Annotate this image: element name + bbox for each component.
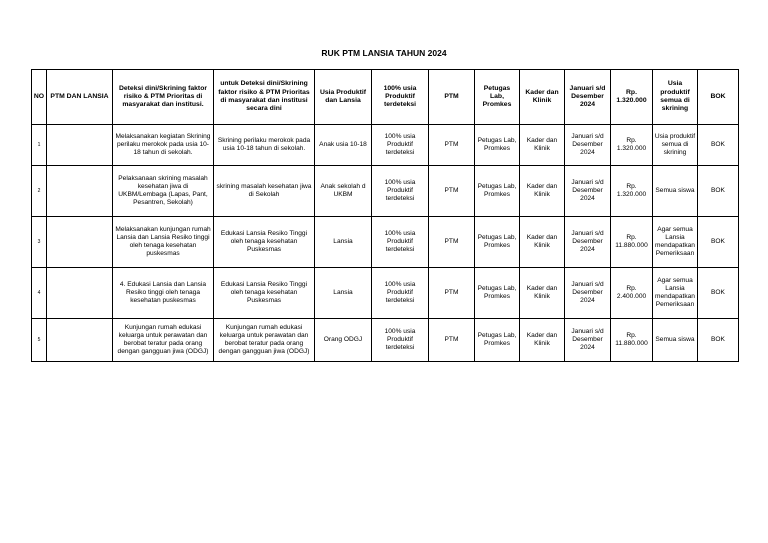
cell-kader: Kader dan Klinik [520, 268, 565, 319]
cell-no: 3 [32, 217, 47, 268]
cell-kegiatan: Melaksanakan kunjungan rumah Lansia dan Lansia Resiko tinggi oleh tenaga kesehatan puskesmas [113, 217, 214, 268]
cell-target: 100% usia Produktif terdeteksi [372, 217, 429, 268]
cell-target: 100% usia Produktif terdeteksi [372, 319, 429, 362]
cell-kegiatan: Pelaksanaan skrining masalah kesehatan jiwa di UKBM/Lembaga (Lapas, Pant, Pesantren, Sekolah) [113, 166, 214, 217]
cell-sasaran: Semua siswa [653, 166, 698, 217]
cell-biaya: Rp. 2.400.000 [611, 268, 653, 319]
cell-uraian: Edukasi Lansia Resiko Tinggi oleh tenaga kesehatan Puskesmas [214, 268, 315, 319]
cell-sasaran: Usia produktif semua di skrining [653, 125, 698, 166]
cell-biaya: Rp. 11.880.000 [611, 319, 653, 362]
cell-jadwal: Januari s/d Desember 2024 [565, 125, 611, 166]
cell-ptm: PTM [429, 268, 475, 319]
cell-sumber: BOK [698, 319, 739, 362]
header-biaya: Rp. 1.320.000 [611, 70, 653, 125]
cell-ptm: PTM [429, 125, 475, 166]
cell-ptm-lansia [47, 166, 113, 217]
cell-kader: Kader dan Klinik [520, 125, 565, 166]
header-no: NO [32, 70, 47, 125]
cell-no: 1 [32, 125, 47, 166]
header-jadwal: Januari s/d Desember 2024 [565, 70, 611, 125]
cell-petugas: Petugas Lab, Promkes [475, 268, 520, 319]
header-usia-produktif: Usia Produktif dan Lansia [315, 70, 372, 125]
header-persen: 100% usia Produktif terdeteksi [372, 70, 429, 125]
cell-petugas: Petugas Lab, Promkes [475, 319, 520, 362]
cell-jadwal: Januari s/d Desember 2024 [565, 319, 611, 362]
cell-usia: Lansia [315, 217, 372, 268]
cell-petugas: Petugas Lab, Promkes [475, 217, 520, 268]
cell-ptm-lansia [47, 268, 113, 319]
cell-kader: Kader dan Klinik [520, 166, 565, 217]
table-row [32, 166, 739, 217]
table-row [32, 125, 739, 166]
cell-ptm: PTM [429, 217, 475, 268]
cell-jadwal: Januari s/d Desember 2024 [565, 166, 611, 217]
cell-target: 100% usia Produktif terdeteksi [372, 268, 429, 319]
cell-usia: Orang ODGJ [315, 319, 372, 362]
header-row [32, 70, 739, 125]
cell-usia: Anak usia 10-18 [315, 125, 372, 166]
cell-sasaran: Agar semua Lansia mendapatkan Pemeriksaan [653, 268, 698, 319]
cell-sumber: BOK [698, 268, 739, 319]
cell-biaya: Rp. 1.320.000 [611, 125, 653, 166]
cell-ptm: PTM [429, 319, 475, 362]
cell-biaya: Rp. 1.320.000 [611, 166, 653, 217]
header-petugas: Petugas Lab, Promkes [475, 70, 520, 125]
cell-kegiatan: Melaksanakan kegiatan Skrining perilaku merokok pada usia 10-18 tahun di sekolah. [113, 125, 214, 166]
cell-ptm-lansia [47, 217, 113, 268]
cell-no: 4 [32, 268, 47, 319]
cell-kegiatan: Kunjungan rumah edukasi keluarga untuk perawatan dan berobat teratur pada orang dengan gangguan jiwa (ODGJ) [113, 319, 214, 362]
page-title: RUK PTM LANSIA TAHUN 2024 [321, 48, 447, 58]
cell-ptm-lansia [47, 319, 113, 362]
cell-uraian: Skrining perilaku merokok pada usia 10-18 tahun di sekolah. [214, 125, 315, 166]
header-sumber: BOK [698, 70, 739, 125]
cell-target: 100% usia Produktif terdeteksi [372, 166, 429, 217]
cell-jadwal: Januari s/d Desember 2024 [565, 268, 611, 319]
cell-sasaran: Semua siswa [653, 319, 698, 362]
cell-jadwal: Januari s/d Desember 2024 [565, 217, 611, 268]
cell-target: 100% usia Produktif terdeteksi [372, 125, 429, 166]
cell-petugas: Petugas Lab, Promkes [475, 125, 520, 166]
cell-ptm: PTM [429, 166, 475, 217]
header-ptm: PTM [429, 70, 475, 125]
header-sasaran: Usia produktif semua di skrining [653, 70, 698, 125]
table-row [32, 268, 739, 319]
cell-uraian: skrining masalah kesehatan jiwa di Sekolah [214, 166, 315, 217]
cell-sumber: BOK [698, 125, 739, 166]
header-ptm-lansia: PTM DAN LANSIA [47, 70, 113, 125]
cell-sumber: BOK [698, 166, 739, 217]
header-kader: Kader dan Klinik [520, 70, 565, 125]
header-untuk-deteksi: untuk Deteksi dini/Skrining faktor risiko & PTM Prioritas di masyarakat dan institusi secara dini [214, 70, 315, 125]
cell-kegiatan: 4. Edukasi Lansia dan Lansia Resiko tinggi oleh tenaga kesehatan puskesmas [113, 268, 214, 319]
cell-uraian: Kunjungan rumah edukasi keluarga untuk perawatan dan berobat teratur pada orang dengan gangguan jiwa (ODGJ) [214, 319, 315, 362]
cell-kader: Kader dan Klinik [520, 319, 565, 362]
cell-sumber: BOK [698, 217, 739, 268]
cell-petugas: Petugas Lab, Promkes [475, 166, 520, 217]
cell-no: 5 [32, 319, 47, 362]
table-row [32, 319, 739, 362]
cell-kader: Kader dan Klinik [520, 217, 565, 268]
cell-sasaran: Agar semua Lansia mendapatkan Pemeriksaan [653, 217, 698, 268]
cell-no: 2 [32, 166, 47, 217]
cell-usia: Lansia [315, 268, 372, 319]
cell-usia: Anak sekolah d UKBM [315, 166, 372, 217]
cell-uraian: Edukasi Lansia Resiko Tinggi oleh tenaga kesehatan Puskesmas [214, 217, 315, 268]
table-row [32, 217, 739, 268]
ruk-table [31, 69, 739, 362]
header-deteksi: Deteksi dini/Skrining faktor risiko & PTM Prioritas di masyarakat dan institusi. [113, 70, 214, 125]
cell-biaya: Rp. 11.880.000 [611, 217, 653, 268]
cell-ptm-lansia [47, 125, 113, 166]
